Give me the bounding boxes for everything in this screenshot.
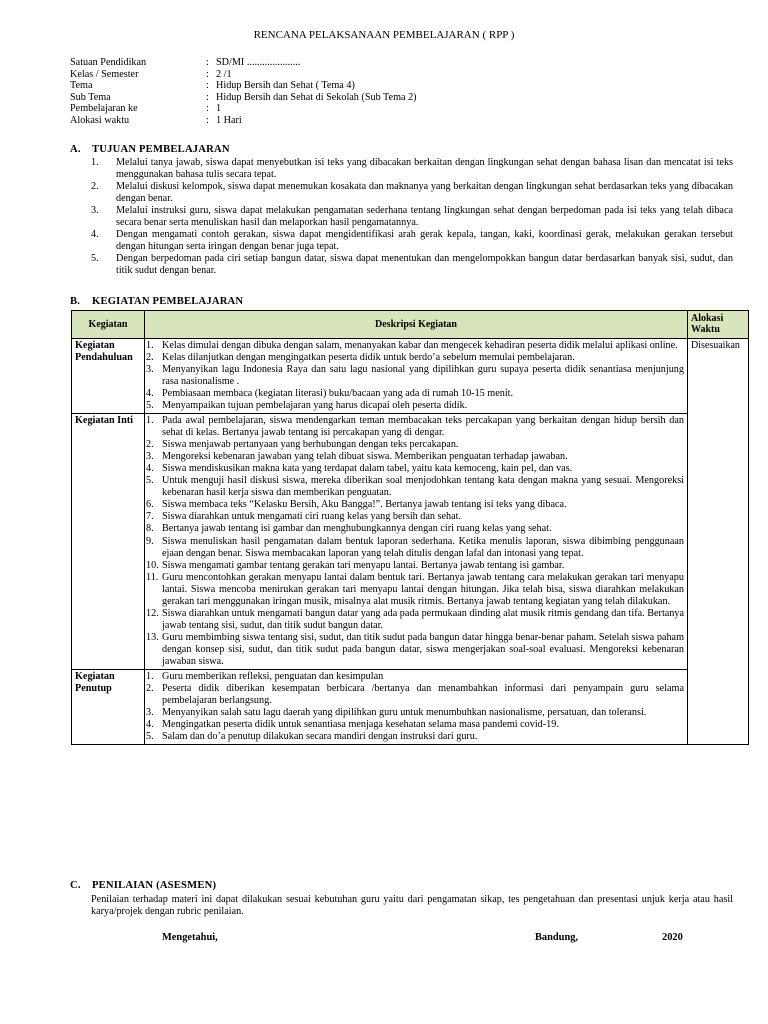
identity-separator: :	[206, 57, 209, 68]
step-text: Kelas dilanjutkan dengan mengingatkan peserta didik untuk berdo’a sebelum memulai pembelajaran.	[162, 352, 575, 364]
step-item	[148, 388, 684, 400]
step-number: 3.	[146, 451, 154, 463]
identity-separator: :	[206, 91, 209, 103]
step-item	[148, 451, 684, 463]
phase-cell: Kegiatan Pendahuluan	[72, 339, 145, 414]
step-number: 2.	[146, 352, 154, 364]
step-text: Pembiasaan membaca (kegiatan literasi) buku/bacaan yang ada di rumah 10-15 menit.	[162, 388, 514, 400]
goal-item	[91, 157, 733, 181]
step-item	[148, 683, 684, 707]
step-text: Bertanya jawab tentang isi gambar dan menghubungkannya dengan ciri ruang kelas yang sehat.	[162, 523, 552, 535]
step-number: 3.	[146, 364, 154, 376]
step-item	[148, 352, 684, 364]
section-a-number: A.	[70, 144, 81, 155]
identity-label: Alokasi waktu	[70, 114, 130, 126]
step-list	[148, 671, 684, 743]
section-c-number: C.	[70, 880, 81, 891]
step-item	[148, 415, 684, 439]
identity-value: 2 /1	[216, 68, 232, 80]
alokasi-cell: Disesuaikan	[688, 339, 749, 745]
step-number: 5.	[146, 400, 154, 412]
activities-table	[71, 310, 749, 745]
identity-label: Tema	[70, 80, 93, 92]
step-number: 11.	[146, 571, 159, 583]
header-alokasi: Alokasi Waktu	[688, 311, 749, 339]
table-header-row	[72, 311, 749, 339]
identity-label: Satuan Pendidikan	[70, 57, 147, 68]
step-text: Peserta didik diberikan kesempatan berbicara /bertanya dan menambahkan informasi dari penyampain guru selama pembelajaran berlangsung.	[162, 682, 684, 706]
step-number: 2.	[146, 682, 154, 694]
step-number: 1.	[146, 415, 154, 427]
identity-separator: :	[206, 80, 209, 92]
step-number: 8.	[146, 523, 154, 535]
goal-text: Dengan berpedoman pada ciri setiap bangun datar, siswa dapat menentukan dan mengelompokkan bangun datar berdasarkan banyak sisi, sudut, dan titik sudut dengan benar.	[116, 253, 733, 277]
step-item	[148, 439, 684, 451]
goal-text: Melalui diskusi kelompok, siswa dapat menemukan kosakata dan maknanya yang berkaitan dengan lingkungan sehat berdasarkan teks yang dibacakan dengan benar.	[116, 181, 733, 205]
step-text: Untuk menguji hasil diskusi siswa, mereka diberikan soal menjodohkan tentang kata dengan makna yang sesuai. Mengoreksi kebenaran hasil kerja siswa dan memberikan penguatan.	[162, 475, 684, 499]
identity-row	[70, 69, 417, 81]
goal-number: 2.	[91, 181, 99, 193]
goal-text: Melalui tanya jawab, siswa dapat menyebutkan isi teks yang dibacakan berkaitan dengan lingkungan sehat dengan bahasa lisan dan mencatat isi teks menggunakan bahasa tulis secara tepat.	[116, 157, 733, 181]
step-item	[148, 536, 684, 560]
step-number: 4.	[146, 388, 154, 400]
step-item	[148, 560, 684, 572]
identity-separator: :	[206, 114, 209, 126]
section-b-title: KEGIATAN PEMBELAJARAN	[92, 296, 244, 307]
signature-place: Bandung,	[535, 932, 579, 943]
step-item	[148, 523, 684, 535]
table-row	[72, 669, 749, 744]
step-text: Guru membimbing siswa tentang sisi, sudut, dan titik sudut pada bangun datar hingga benar-benar paham. Setelah siswa paham dengan konsep sisi, sudut, dan titik sudut pada bangun datar, siswa mengerjakan soal-soal evaluasi. Mengoreksi kebenaran jawaban siswa.	[162, 631, 684, 667]
identity-row	[70, 80, 417, 92]
phase-cell: Kegiatan Inti	[72, 414, 145, 670]
step-item	[148, 463, 684, 475]
description-cell	[145, 414, 688, 670]
step-list	[148, 415, 684, 668]
step-number: 10.	[146, 559, 159, 571]
step-item	[148, 572, 684, 608]
step-item	[148, 475, 684, 499]
identity-row	[70, 57, 417, 69]
goal-number: 3.	[91, 205, 99, 217]
step-number: 4.	[146, 718, 154, 730]
header-deskripsi: Deskripsi Kegiatan	[145, 311, 688, 339]
assessment-text: Penilaian terhadap materi ini dapat dilakukan sesuai kebutuhan guru yaitu dari pengamatan sikap, tes pengetahuan dan presentasi unjuk kerja atau hasil karya/projek dengan rubric penilaian.	[91, 894, 733, 918]
step-text: Pada awal pembelajaran, siswa mendengarkan teman membacakan teks percakapan yang berkaitan dengan hidup bersih dan sehat di kelas. Bertanya jawab tentang isi percakapan yang di dengar.	[162, 415, 684, 439]
step-number: 9.	[146, 535, 154, 547]
step-number: 1.	[146, 340, 154, 351]
step-text: Guru memberikan refleksi, penguatan dan kesimpulan	[162, 670, 384, 682]
identity-row	[70, 92, 417, 104]
goal-number: 1.	[91, 157, 99, 168]
step-number: 4.	[146, 463, 154, 475]
step-text: Menyanyikan lagu Indonesia Raya dan satu lagu nasional yang dipilihkan guru supaya peserta didik senantiasa menjunjung rasa nasionalisme .	[162, 364, 684, 388]
step-item	[148, 671, 684, 683]
table-row	[72, 414, 749, 670]
step-text: Mengoreksi kebenaran jawaban yang telah dibuat siswa. Memberikan penguatan terhadap jawaban.	[162, 451, 568, 463]
header-kegiatan: Kegiatan	[72, 311, 145, 339]
step-number: 1.	[146, 670, 154, 682]
identity-row	[70, 103, 417, 115]
identity-row	[70, 115, 417, 127]
table-row	[72, 339, 749, 414]
step-number: 5.	[146, 731, 154, 742]
goal-item	[91, 205, 733, 229]
goal-item	[91, 253, 733, 277]
step-number: 5.	[146, 475, 154, 487]
step-item	[148, 731, 684, 743]
identity-value: Hidup Bersih dan Sehat di Sekolah (Sub Tema 2)	[216, 91, 417, 103]
section-c-title: PENILAIAN (ASESMEN)	[92, 880, 217, 891]
goal-number: 5.	[91, 253, 99, 265]
step-number: 2.	[146, 439, 154, 451]
step-text: Siswa diarahkan untuk mengamati bangun datar yang ada pada permukaan dinding alat musik ritmis gendang dan tifa. Bertanya jawab tentang sisi, sudut, dan titik sudut bangun datar.	[162, 607, 684, 631]
section-b-heading	[70, 296, 243, 309]
identity-block	[70, 57, 417, 127]
section-c-heading	[70, 880, 216, 893]
identity-label: Kelas / Semester	[70, 68, 139, 80]
step-text: Siswa menuliskan hasil pengamatan dalam bentuk laporan sederhana. Ketika menulis laporan, siswa dibimbing penggunaan ejaan dengan benar. Siswa membacakan laporan yang telah ditulis dengan lafal dan intonasi yang tepat.	[162, 535, 684, 559]
step-item	[148, 632, 684, 668]
identity-value: Hidup Bersih dan Sehat ( Tema 4)	[216, 80, 355, 92]
goal-text: Melalui instruksi guru, siswa dapat melakukan pengamatan sederhana tentang lingkungan sehat dengan berpedoman pada isi teks yang telah dibaca secara benar serta menuliskan hasil dan melaporkan hasil pengamatannya.	[116, 205, 733, 229]
step-item	[148, 719, 684, 731]
step-number: 6.	[146, 499, 154, 511]
step-item	[148, 364, 684, 388]
goal-number: 4.	[91, 229, 99, 241]
signature-year: 2020	[662, 932, 683, 943]
step-text: Siswa diarahkan untuk mengamati ciri ruang kelas yang bersih dan sehat.	[162, 511, 462, 523]
goal-item	[91, 181, 733, 205]
step-item	[148, 400, 684, 412]
step-item	[148, 340, 684, 352]
step-text: Siswa membaca teks “Kelasku Bersih, Aku Bangga!”. Bertanya jawab tentang isi teks yang dibaca.	[162, 499, 567, 511]
section-a-heading	[70, 144, 230, 157]
step-item	[148, 499, 684, 511]
identity-value: SD/MI .....................	[216, 57, 301, 68]
step-text: Menyampaikan tujuan pembelajaran yang harus dicapai oleh peserta didik.	[162, 400, 468, 412]
step-text: Kelas dimulai dengan dibuka dengan salam, menanyakan kabar dan mengecek kehadiran peserta didik melalui aplikasi online.	[162, 340, 678, 351]
description-cell	[145, 339, 688, 414]
phase-cell: Kegiatan Penutup	[72, 669, 145, 744]
activities-body	[72, 339, 749, 745]
step-text: Siswa menjawab pertanyaan yang berhubungan dengan teks percakapan.	[162, 439, 459, 451]
step-text: Salam dan do’a penutup dilakukan secara mandiri dengan instruksi dari guru.	[162, 731, 478, 742]
step-text: Siswa mendiskusikan makna kata yang terdapat dalam tabel, yaitu kata kemoceng, kain pel, dan vas.	[162, 463, 573, 475]
step-number: 13.	[146, 631, 159, 643]
step-text: Mengingatkan peserta didik untuk senantiasa menjaga kesehatan selama masa pandemi covid-19.	[162, 718, 559, 730]
identity-separator: :	[206, 103, 209, 115]
identity-value: 1 Hari	[216, 114, 242, 126]
step-item	[148, 511, 684, 523]
identity-value: 1	[216, 103, 222, 115]
identity-label: Sub Tema	[70, 91, 111, 103]
step-text: Menyanyikan salah satu lagu daerah yang dipilihkan guru untuk menumbuhkan nasionalisme, persatuan, dan toleransi.	[162, 706, 647, 718]
goal-text: Dengan mengamati contoh gerakan, siswa dapat mengidentifikasi arah gerak kepala, tangan, kaki, koordinasi gerak, melakukan gerakan tersebut dengan hitungan serta iringan dengan benar juga tepat.	[116, 229, 733, 253]
step-text: Guru mencontohkan gerakan menyapu lantai dalam bentuk tari. Bertanya jawab tentang cara melakukan gerakan tari menyapu lantai. Siswa mencoba menirukan gerakan tari menyapu lantai dengan hitungan. Jika telah bisa, siswa diarahkan melakukan gerakan tari menggunakan iringan musik, misalnya alat musik ritmis. Bertanya jawab tentang kegiatan yang telah dilakukan.	[162, 571, 684, 607]
step-number: 12.	[146, 607, 159, 619]
step-item	[148, 707, 684, 719]
identity-separator: :	[206, 68, 209, 80]
section-a-title: TUJUAN PEMBELAJARAN	[92, 144, 230, 155]
step-number: 3.	[146, 706, 154, 718]
identity-label: Pembelajaran ke	[70, 103, 138, 115]
signature-left: Mengetahui,	[162, 932, 218, 943]
description-cell	[145, 669, 688, 744]
document-title: RENCANA PELAKSANAAN PEMBELAJARAN ( RPP )	[253, 29, 515, 41]
step-number: 7.	[146, 511, 154, 523]
section-b-number: B.	[70, 296, 81, 307]
step-item	[148, 608, 684, 632]
goal-item	[91, 229, 733, 253]
step-list	[148, 340, 684, 412]
learning-goals-list	[91, 157, 733, 277]
step-text: Siswa mengamati gambar tentang gerakan tari menyapu lantai. Bertanya jawab tentang isi gambar.	[162, 559, 565, 571]
